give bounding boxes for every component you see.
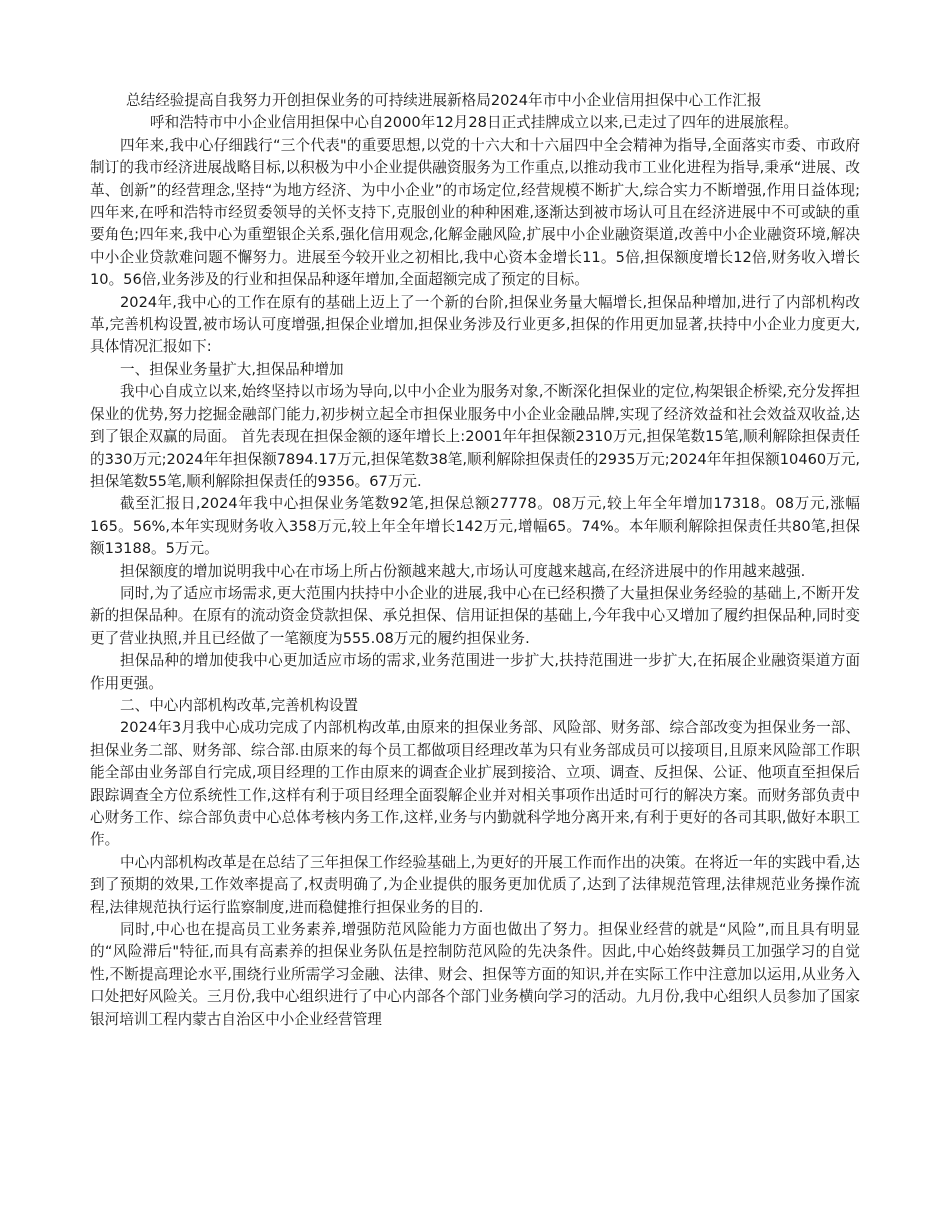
body-paragraph: 2024年,我中心的工作在原有的基础上迈上了一个新的台阶,担保业务量大幅增长,担保品种增加,进行了内部机构改革,完善机构设置,被市场认可度增强,担保企业增加,担保业务涉及行业更多,担保的作用更加显著,扶持中小企业力度更大,具体情况汇报如下: bbox=[90, 293, 860, 356]
body-paragraph: 担保额度的增加说明我中心在市场上所占份额越来越大,市场认可度越来越高,在经济进展中的作用越来越强. bbox=[120, 562, 806, 580]
body-paragraph: 同时,为了适应市场需求,更大范围内扶持中小企业的进展,我中心在已经积攒了大量担保业务经验的基础上,不断开发新的担保品种。在原有的流动资金贷款担保、承兑担保、信用证担保的基础上,今年我中心又增加了履约担保品种,同时变更了营业执照,并且已经做了一笔额度为555.08万元的履约担保业务. bbox=[90, 584, 860, 647]
intro-paragraph: 呼和浩特市中小企业信用担保中心自2000年12月28日正式挂牌成立以来,已走过了四年的进展旅程。 bbox=[150, 114, 799, 132]
body-paragraph: 中心内部机构改革是在总结了三年担保工作经验基础上,为更好的开展工作而作出的决策。在将近一年的实践中看,达到了预期的效果,工作效率提高了,权责明确了,为企业提供的服务更加优质了,达到了法律规范管理,法律规范业务操作流程,法律规范执行运行监察制度,进而稳健推行担保业务的目的. bbox=[90, 853, 860, 916]
body-paragraph: 截至汇报日,2024年我中心担保业务笔数92笔,担保总额27778。08万元,较上年全年增加17318。08万元,涨幅165。56%,本年实现财务收入358万元,较上年全年增长142万元,增幅65。74%。本年顺利解除担保责任共80笔,担保额13188。5万元。 bbox=[90, 495, 860, 558]
body-paragraph: 我中心自成立以来,始终坚持以市场为导向,以中小企业为服务对象,不断深化担保业的定位,构架银企桥梁,充分发挥担保业的优势,努力挖掘金融部门能力,初步树立起全市担保业服务中小企业金融品牌,实现了经济效益和社会效益双收益,达到了银企双赢的局面。 首先表现在担保金额的逐年增长上:2001年年担保额2310万元,担保笔数15笔,顺利解除担保责任的330万元;2024年年担保额7894.17万元,担保笔数38笔,顺利解除担保责任的2935万元;2024年年担保额10460万元,担保笔数55笔,顺利解除担保责任的9356。67万元. bbox=[90, 383, 860, 490]
section-heading-2: 二、中心内部机构改革,完善机构设置 bbox=[120, 696, 359, 714]
document-title: 总结经验提高自我努力开创担保业务的可持续进展新格局2024年市中小企业信用担保中心工作汇报 bbox=[126, 92, 762, 109]
section-heading-1: 一、担保业务量扩大,担保品种增加 bbox=[120, 360, 344, 378]
body-paragraph: 2024年3月我中心成功完成了内部机构改革,由原来的担保业务部、风险部、财务部、综合部改变为担保业务一部、担保业务二部、财务部、综合部.由原来的每个员工都做项目经理改革为只有业务部成员可以接项目,且原来风险部工作职能全部由业务部自行完成,项目经理的工作由原来的调查企业扩展到接洽、立项、调查、反担保、公证、他项直至担保后跟踪调查全方位系统性工作,这样有利于项目经理全面裂解企业并对相关事项作出适时可行的解决方案。而财务部负责中心财务工作、综合部负责中心总体考核内务工作,这样,业务与内勤就科学地分离开来,有利于更好的各司其职,做好本职工作。 bbox=[90, 719, 860, 849]
body-paragraph: 四年来,我中心仔细践行“三个代表"的重要思想,以党的十六大和十六届四中全会精神为指导,全面落实市委、市政府制订的我市经济进展战略目标,以积极为中小企业提供融资服务为工作重点,以推动我市工业化进程为指导,秉承“进展、改革、创新”的经营理念,坚持“为地方经济、为中小企业”的市场定位,经营规模不断扩大,综合实力不断增强,作用日益体现;四年来,在呼和浩特市经贸委领导的关怀支持下,克服创业的种种困难,逐渐达到被市场认可且在经济进展中不可或缺的重要角色;四年来,我中心为重塑银企关系,强化信用观念,化解金融风险,扩展中小企业融资渠道,改善中小企业融资环境,解决中小企业贷款难问题不懈努力。进展至今较开业之初相比,我中心资本金增长11。5倍,担保额度增长12倍,财务收入增长10。56倍,业务涉及的行业和担保品种逐年增加,全面超额完成了预定的目标。 bbox=[90, 136, 860, 289]
body-paragraph: 同时,中心也在提高员工业务素养,增强防范风险能力方面也做出了努力。担保业经营的就是“风险”,而且具有明显的“风险滞后"特征,而具有高素养的担保业务队伍是控制防范风险的先决条件。因此,中心始终鼓舞员工加强学习的自觉性,不断提高理论水平,围绕行业所需学习金融、法律、财会、担保等方面的知识,并在实际工作中注意加以运用,从业务入口处把好风险关。三月份,我中心组织进行了中心内部各个部门业务横向学习的活动。九月份,我中心组织人员参加了国家银河培训工程内蒙古自治区中小企业经营管理 bbox=[90, 921, 860, 1028]
body-paragraph: 担保品种的增加使我中心更加适应市场的需求,业务范围进一步扩大,扶持范围进一步扩大,在拓展企业融资渠道方面作用更强。 bbox=[90, 652, 860, 692]
document-body bbox=[90, 90, 860, 1031]
